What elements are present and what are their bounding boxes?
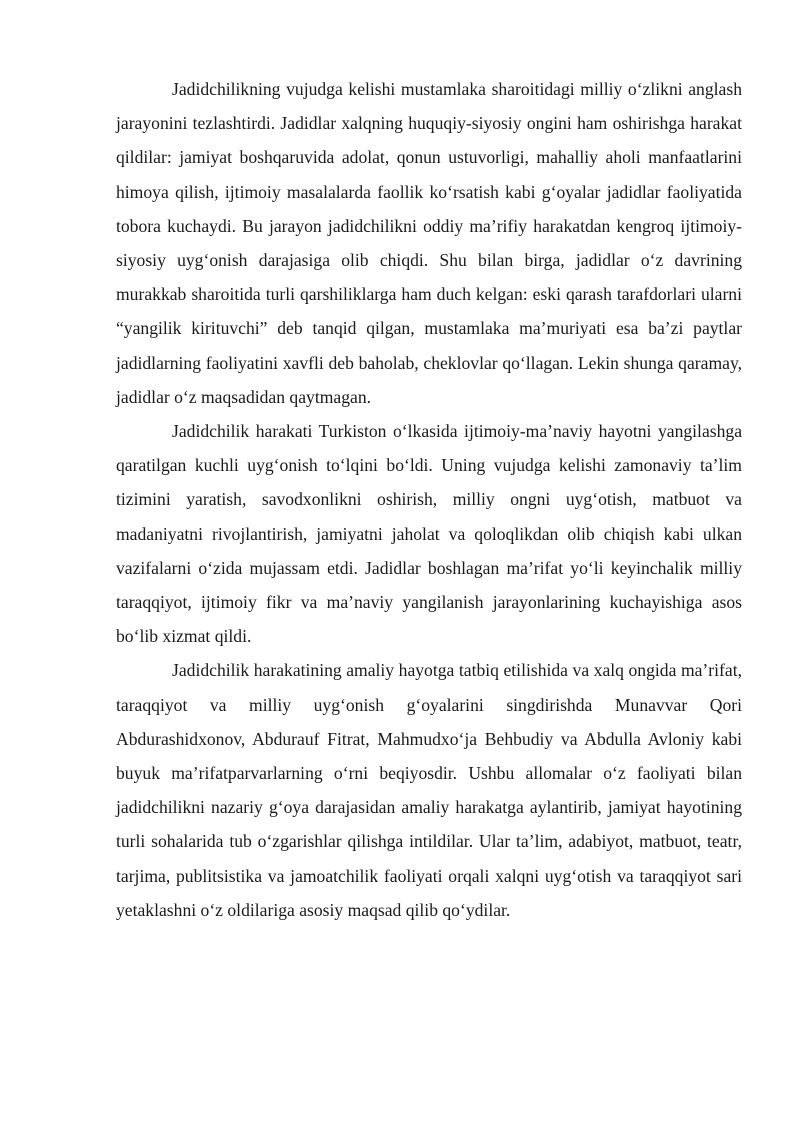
body-text xyxy=(116,72,742,927)
paragraph: Jadidchilik harakati Turkiston o‘lkasida ijtimoiy-ma’naviy hayotni yangilashga qaratilgan kuchli uyg‘onish to‘lqini bo‘ldi. Uning vujudga kelishi zamonaviy ta’lim tizimini yaratish, savodxonlikni oshirish, milliy ongni uyg‘otish, matbuot va madaniyatni rivojlantirish, jamiyatni jaholat va qoloqlikdan olib chiqish kabi ulkan vazifalarni o‘zida mujassam etdi. Jadidlar boshlagan ma’rifat yo‘li keyinchalik milliy taraqqiyot, ijtimoiy fikr va ma’naviy yangilanish jarayonlarining kuchayishiga asos bo‘lib xizmat qildi. xyxy=(116,421,742,647)
paragraph: Jadidchilik harakatining amaliy hayotga tatbiq etilishida va xalq ongida ma’rifat, taraqqiyot va milliy uyg‘onish g‘oyalarini singdirishda Munavvar Qori Abdurashidxonov, Abdurauf Fitrat, Mahmudxo‘ja Behbudiy va Abdulla Avloniy kabi buyuk ma’rifatparvarlarning o‘rni beqiyosdir. Ushbu allomalar o‘z faoliyati bilan jadidchilikni nazariy g‘oya darajasidan amaliy harakatga aylantirib, jamiyat hayotining turli sohalarida tub o‘zgarishlar qilishga intildilar. Ular ta’lim, adabiyot, matbuot, teatr, tarjima, publitsistika va jamoatchilik faoliyati orqali xalqni uyg‘otish va taraqqiyot sari yetaklashni o‘z oldilariga asosiy maqsad qilib qo‘ydilar. xyxy=(116,660,742,920)
paragraph: Jadidchilikning vujudga kelishi mustamlaka sharoitidagi milliy o‘zlikni anglash jarayonini tezlashtirdi. Jadidlar xalqning huquqiy-siyosiy ongini ham oshirishga harakat qildilar: jamiyat boshqaruvida adolat, qonun ustuvorligi, mahalliy aholi manfaatlarini himoya qilish, ijtimoiy masalalarda faollik ko‘rsatish kabi g‘oyalar jadidlar faoliyatida tobora kuchaydi. Bu jarayon jadidchilikni oddiy ma’rifiy harakatdan kengroq ijtimoiy-siyosiy uyg‘onish darajasiga olib chiqdi. Shu bilan birga, jadidlar o‘z davrining murakkab sharoitida turli qarshiliklarga ham duch kelgan: eski qarash tarafdorlari ularni “yangilik kirituvchi” deb tanqid qilgan, mustamlaka ma’muriyati esa ba’zi paytlar jadidlarning faoliyatini xavfli deb baholab, cheklovlar qo‘llagan. Lekin shunga qaramay, jadidlar o‘z maqsadidan qaytmagan. xyxy=(116,79,742,407)
